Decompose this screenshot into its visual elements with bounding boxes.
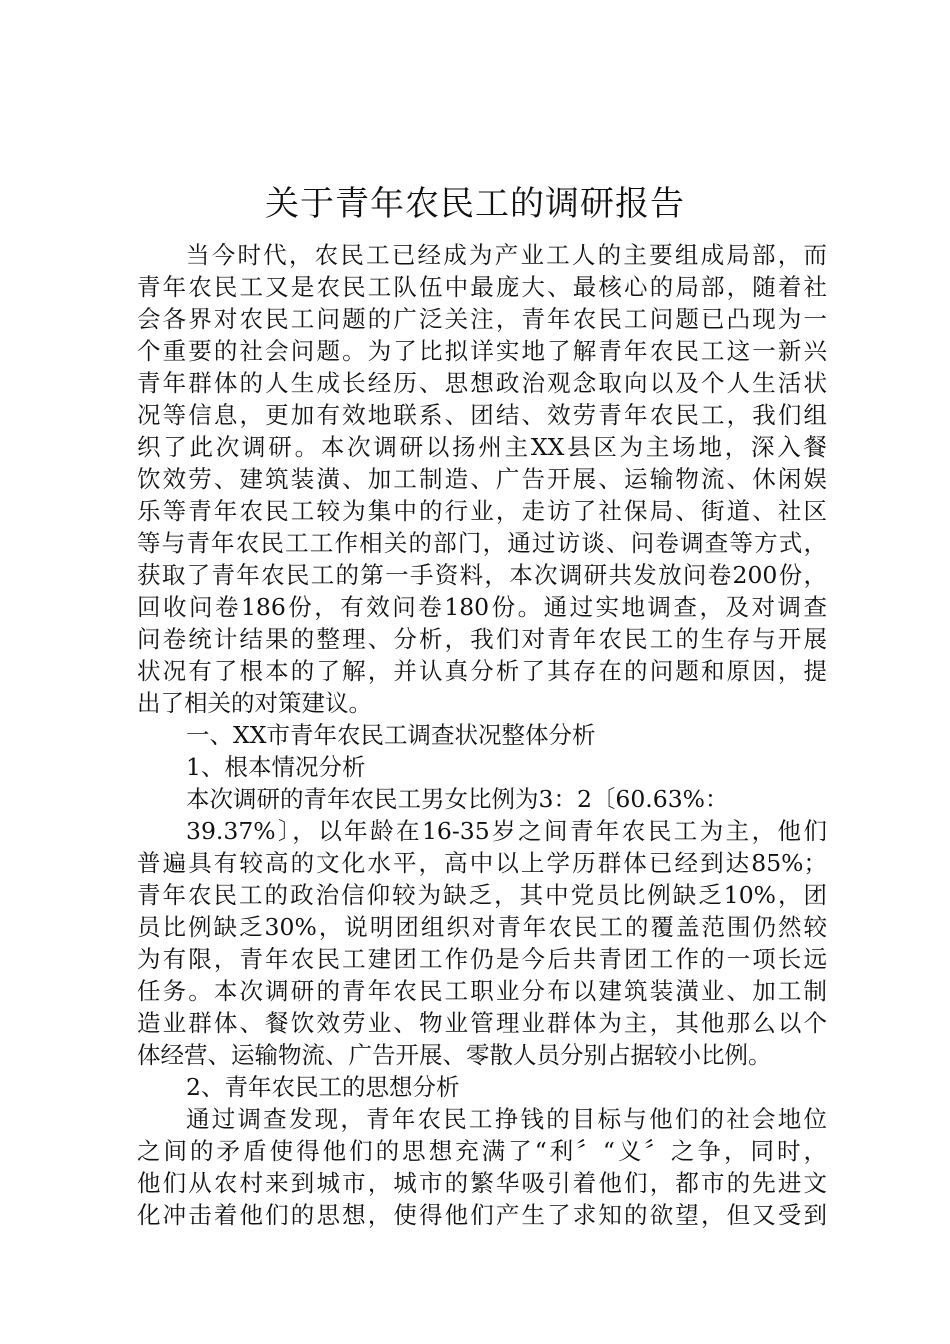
subsection-heading: 2、青年农民工的思想分析 (186, 1073, 460, 1101)
section-heading: 一、XX市青年农民工调查状况整体分析 (186, 721, 596, 749)
paragraph-line: 青年农民工又是农民工队伍中最庞大、最核心的局部，随着社 (137, 273, 827, 301)
paragraph-line: 出了相关的对策建议。 (137, 689, 372, 717)
paragraph-line: 个重要的社会问题。为了比拟详实地了解青年农民工这一新兴 (137, 337, 827, 365)
paragraph-line: 回收问卷186份，有效问卷180份。通过实地调查，及对调查 (137, 593, 827, 621)
paragraph-line: 普遍具有较高的文化水平，高中以上学历群体已经到达85%； (137, 849, 827, 877)
paragraph-line: 获取了青年农民工的第一手资料，本次调研共发放问卷200份， (137, 561, 827, 589)
subsection-heading: 1、根本情况分析 (186, 753, 366, 781)
paragraph-line: 化冲击着他们的思想，使得他们产生了求知的欲望，但又受到 (137, 1201, 827, 1229)
paragraph-line: 青年农民工的政治信仰较为缺乏，其中党员比例缺乏10%，团 (137, 881, 827, 909)
paragraph-line: 况等信息，更加有效地联系、团结、效劳青年农民工，我们组 (137, 401, 827, 429)
paragraph-line: 等与青年农民工工作相关的部门，通过访谈、问卷调查等方式， (137, 529, 827, 557)
paragraph-line: 员比例缺乏30%，说明团组织对青年农民工的覆盖范围仍然较 (137, 913, 827, 941)
paragraph-line: 39.37%〕，以年龄在16-35岁之间青年农民工为主，他们 (186, 817, 827, 845)
paragraph-line: 饮效劳、建筑装潢、加工制造、广告开展、运输物流、休闲娱 (137, 465, 827, 493)
paragraph-line: 乐等青年农民工较为集中的行业，走访了社保局、街道、社区 (137, 497, 827, 525)
paragraph-line: 织了此次调研。本次调研以扬州主XX县区为主场地，深入餐 (137, 433, 827, 461)
paragraph-line: 会各界对农民工问题的广泛关注，青年农民工问题已凸现为一 (137, 305, 827, 333)
paragraph-line: 任务。本次调研的青年农民工职业分布以建筑装潢业、加工制 (137, 977, 827, 1005)
document-title: 关于青年农民工的调研报告 (265, 184, 685, 224)
paragraph-line: 体经营、运输物流、广告开展、零散人员分别占据较小比例。 (137, 1041, 772, 1069)
paragraph-line: 为有限，青年农民工建团工作仍是今后共青团工作的一项长远 (137, 945, 827, 973)
paragraph-line: 当今时代，农民工已经成为产业工人的主要组成局部，而 (186, 241, 827, 269)
paragraph-line: 造业群体、餐饮效劳业、物业管理业群体为主，其他那么以个 (137, 1009, 827, 1037)
paragraph-line: 青年群体的人生成长经历、思想政治观念取向以及个人生活状 (137, 369, 827, 397)
paragraph-line: 状况有了根本的了解，并认真分析了其存在的问题和原因，提 (137, 657, 827, 685)
paragraph-line: 问卷统计结果的整理、分析，我们对青年农民工的生存与开展 (137, 625, 827, 653)
paragraph-line: 本次调研的青年农民工男女比例为3：2〔60.63%： (186, 785, 729, 813)
paragraph-line: 之间的矛盾使得他们的思想充满了“利〞“义〞之争，同时， (137, 1137, 827, 1165)
paragraph-line: 通过调查发现，青年农民工挣钱的目标与他们的社会地位 (186, 1105, 827, 1133)
paragraph-line: 他们从农村来到城市，城市的繁华吸引着他们，都市的先进文 (137, 1169, 827, 1197)
